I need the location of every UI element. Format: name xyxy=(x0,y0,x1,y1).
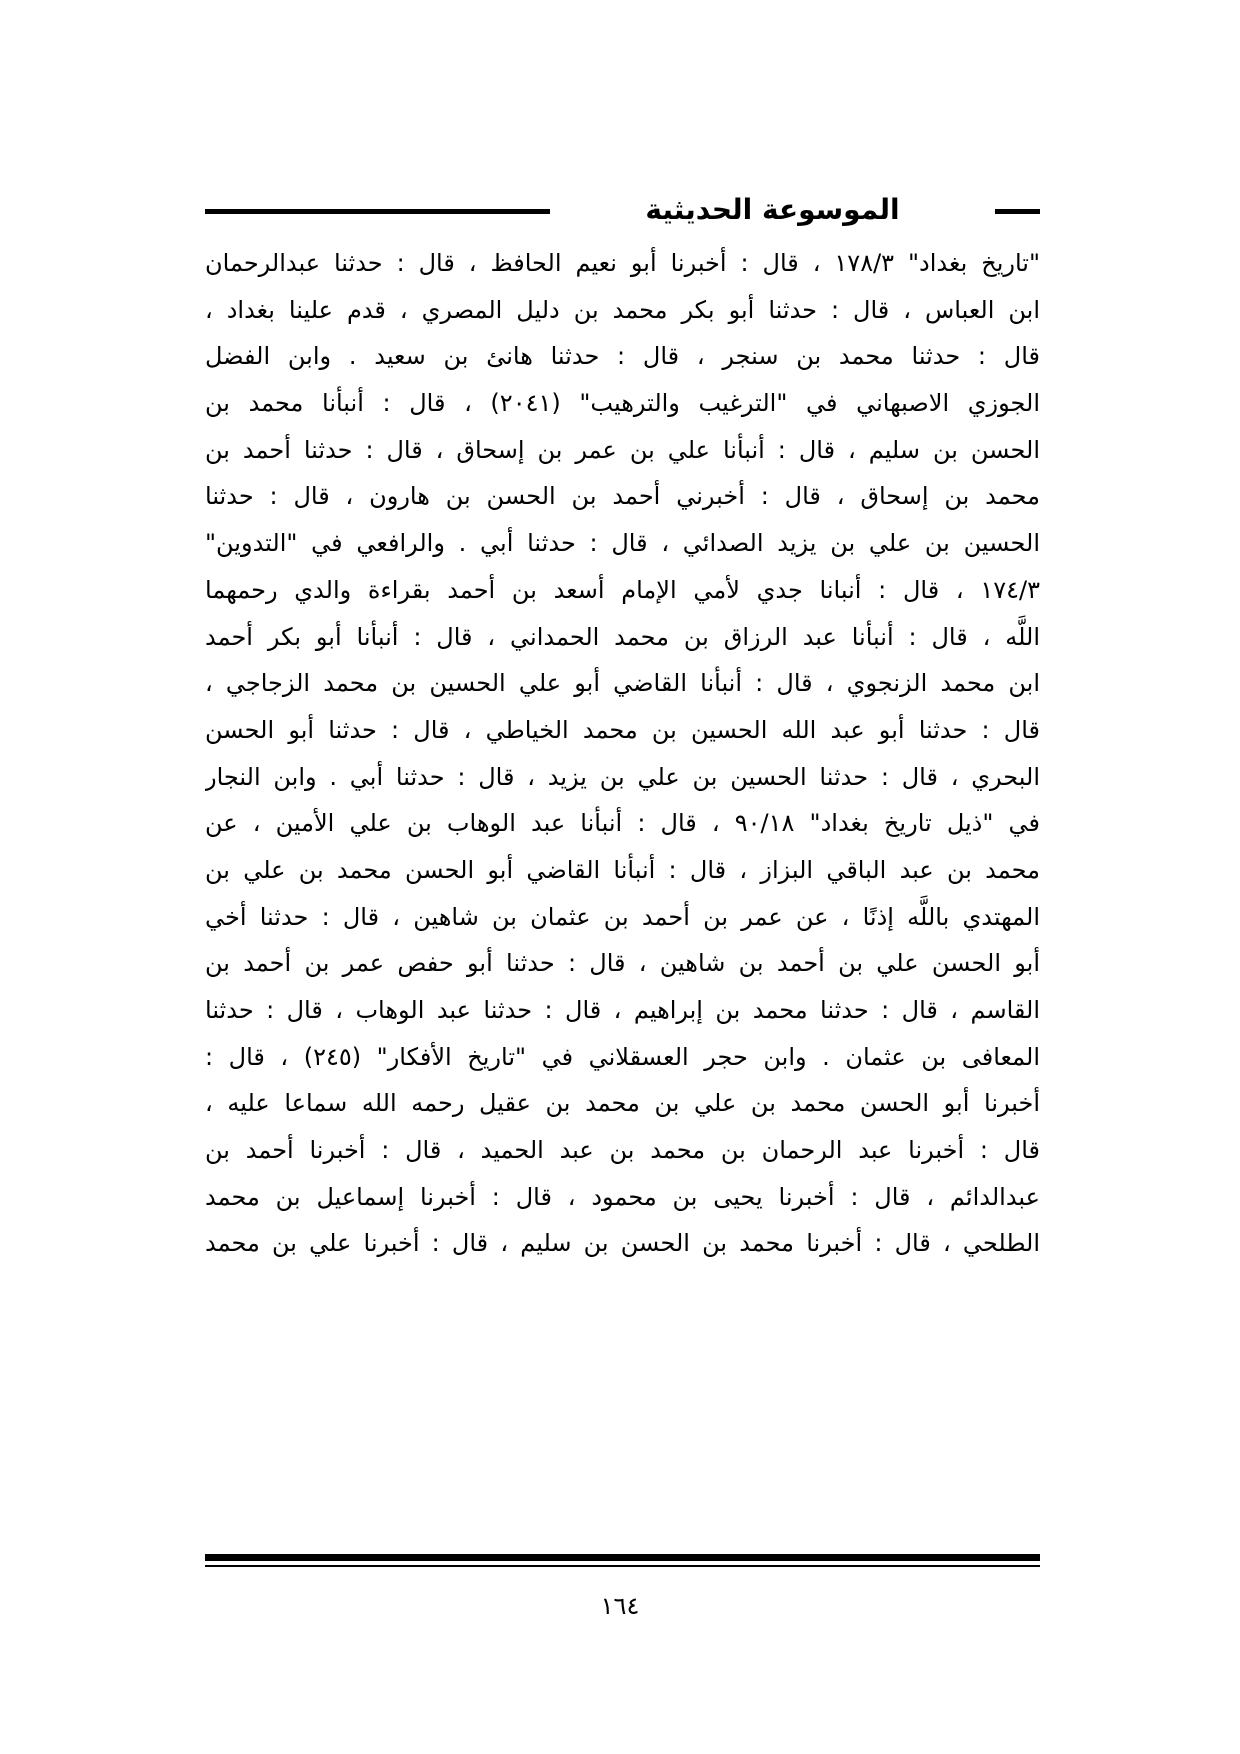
text-line: محمد بن إسحاق ، قال : أخبرني أحمد بن الحسن بن هارون ، قال : حدثنا xyxy=(205,482,1040,511)
footer-rule-thick xyxy=(205,1554,1040,1561)
header-title: الموسوعة الحديثية xyxy=(645,193,900,226)
body-text xyxy=(205,240,1040,1267)
header-rule-left xyxy=(205,209,550,214)
page-number: ١٦٤ xyxy=(600,1592,640,1620)
text-line: القاسم ، قال : حدثنا محمد بن إبراهيم ، قال : حدثنا عبد الوهاب ، قال : حدثنا xyxy=(205,996,1040,1024)
text-line: الحسين بن علي بن يزيد الصدائي ، قال : حدثنا أبي . والرافعي في "التدوين" xyxy=(205,529,1040,558)
text-line: ابن العباس ، قال : حدثنا أبو بكر محمد بن دليل المصري ، قدم علينا بغداد ، xyxy=(205,295,1040,324)
text-line: قال : حدثنا محمد بن سنجر ، قال : حدثنا هانئ بن سعيد . وابن الفضل xyxy=(205,342,1040,371)
running-header xyxy=(205,190,1040,230)
footer-rule-thin xyxy=(205,1565,1040,1567)
text-line: قال : حدثنا أبو عبد الله الحسين بن محمد الخياطي ، قال : حدثنا أبو الحسن xyxy=(205,715,1040,744)
text-line: في "ذيل تاريخ بغداد" ٩٠/١٨ ، قال : أنبأنا عبد الوهاب بن علي الأمين ، عن xyxy=(205,809,1040,838)
text-line: أخبرنا أبو الحسن محمد بن علي بن محمد بن عقيل رحمه الله سماعا عليه ، xyxy=(205,1089,1040,1118)
text-line: ابن محمد الزنجوي ، قال : أنبأنا القاضي أبو علي الحسين بن محمد الزجاجي ، xyxy=(205,669,1040,698)
text-line: ١٧٤/٣ ، قال : أنبانا جدي لأمي الإمام أسعد بن أحمد بقراءة والدي رحمهما xyxy=(205,575,1040,604)
text-line: محمد بن عبد الباقي البزاز ، قال : أنبأنا القاضي أبو الحسن محمد بن علي بن xyxy=(205,855,1040,884)
text-line: قال : أخبرنا عبد الرحمان بن محمد بن عبد الحميد ، قال : أخبرنا أحمد بن xyxy=(205,1136,1040,1165)
text-line: أبو الحسن علي بن أحمد بن شاهين ، قال : حدثنا أبو حفص عمر بن أحمد بن xyxy=(205,949,1040,978)
text-line: الطلحي ، قال : أخبرنا محمد بن الحسن بن سليم ، قال : أخبرنا علي بن محمد xyxy=(205,1229,1040,1258)
text-line: عبدالدائم ، قال : أخبرنا يحيى بن محمود ، قال : أخبرنا إسماعيل بن محمد xyxy=(205,1182,1040,1211)
text-line: المهتدي باللَّه إذنًا ، عن عمر بن أحمد بن عثمان بن شاهين ، قال : حدثنا أخي xyxy=(205,902,1040,931)
text-line: البحري ، قال : حدثنا الحسين بن علي بن يزيد ، قال : حدثنا أبي . وابن النجار xyxy=(205,762,1040,791)
text-line: الجوزي الاصبهاني في "الترغيب والترهيب" (٢٠٤١) ، قال : أنبأنا محمد بن xyxy=(205,389,1040,418)
text-line: المعافى بن عثمان . وابن حجر العسقلاني في "تاريخ الأفكار" (٢٤٥) ، قال : xyxy=(205,1042,1040,1071)
text-line: اللَّه ، قال : أنبأنا عبد الرزاق بن محمد الحمداني ، قال : أنبأنا أبو بكر أحمد xyxy=(205,622,1040,651)
text-line: الحسن بن سليم ، قال : أنبأنا علي بن عمر بن إسحاق ، قال : حدثنا أحمد بن xyxy=(205,435,1040,464)
text-line: "تاريخ بغداد" ١٧٨/٣ ، قال : أخبرنا أبو نعيم الحافظ ، قال : حدثنا عبدالرحمان xyxy=(205,249,1040,277)
header-rule-right xyxy=(995,209,1040,214)
